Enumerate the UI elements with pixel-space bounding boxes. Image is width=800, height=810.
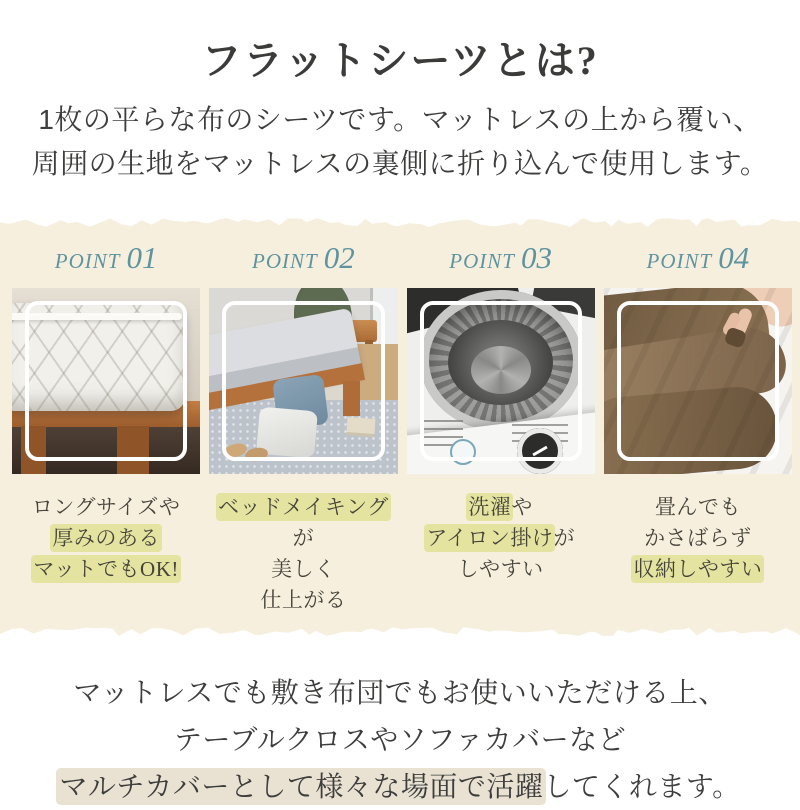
- point-02-header: [209, 238, 397, 278]
- caption-line: ベッドメイキングが: [218, 495, 389, 550]
- point-02-caption: [209, 492, 397, 616]
- closing-line-2: テーブルクロスやソファカバーなど: [173, 724, 627, 755]
- point-number: 01: [126, 240, 158, 275]
- points-row: [0, 238, 800, 616]
- white-rounded-frame: [420, 301, 582, 461]
- point-card-02: [209, 238, 397, 616]
- torn-paper-edge-bottom: [0, 625, 800, 639]
- point-number: 02: [323, 240, 355, 275]
- point-label: POINT: [449, 249, 515, 273]
- folded-brown-linen-sheet-with-hand-photo: [604, 288, 792, 474]
- caption-line: 美しく: [271, 557, 336, 581]
- caption-line: 仕上がる: [260, 588, 347, 612]
- points-body: [0, 230, 800, 625]
- page-title: フラットシーツとは?: [201, 38, 599, 83]
- intro-text: [0, 98, 800, 186]
- point-label: POINT: [54, 249, 121, 273]
- point-01-header: [12, 238, 200, 278]
- point-card-03: [407, 238, 595, 616]
- white-rounded-frame: [222, 301, 384, 461]
- caption-line: ロングサイズや: [31, 495, 181, 519]
- intro-line-1: 1枚の平らな布のシーツです。マットレスの上から覆い、: [38, 104, 762, 135]
- point-label: POINT: [646, 249, 713, 273]
- point-04-header: [604, 238, 792, 278]
- torn-paper-edge-top: [0, 216, 800, 230]
- closing-line-3: マルチカバーとして様々な場面で活躍してくれます。: [59, 771, 741, 802]
- point-number: 03: [520, 240, 552, 275]
- caption-line: マットでもOK!: [33, 557, 179, 581]
- quilted-mattress-pad-on-wood-frame-photo: [12, 288, 200, 474]
- closing-line-1: マットレスでも敷き布団でもお使いいただける上、: [73, 677, 727, 708]
- intro-line-2: 周囲の生地をマットレスの裏側に折り込んで使用します。: [31, 148, 769, 179]
- white-rounded-frame: [25, 301, 187, 461]
- point-01-caption: [12, 492, 200, 585]
- point-label: POINT: [252, 249, 318, 273]
- caption-line: アイロン掛けが: [426, 526, 575, 550]
- point-card-01: [12, 238, 200, 616]
- closing-text: [0, 669, 800, 810]
- points-section: [0, 216, 800, 639]
- header: [0, 0, 800, 186]
- caption-line: しやすい: [457, 557, 544, 581]
- point-04-caption: [604, 492, 792, 585]
- point-card-04: [604, 238, 792, 616]
- bed-with-gray-fitted-sheet-photo: [209, 288, 397, 474]
- point-number: 04: [718, 240, 750, 275]
- point-03-header: [407, 238, 595, 278]
- caption-line: 畳んでも: [654, 495, 741, 519]
- point-03-caption: [407, 492, 595, 585]
- caption-line: 洗濯や: [468, 495, 533, 519]
- top-load-washing-machine-drum-photo: [407, 288, 595, 474]
- caption-line: 厚みのある: [52, 526, 160, 550]
- white-rounded-frame: [617, 301, 779, 461]
- caption-line: かさばらず: [644, 526, 752, 550]
- caption-line: 収納しやすい: [633, 557, 763, 581]
